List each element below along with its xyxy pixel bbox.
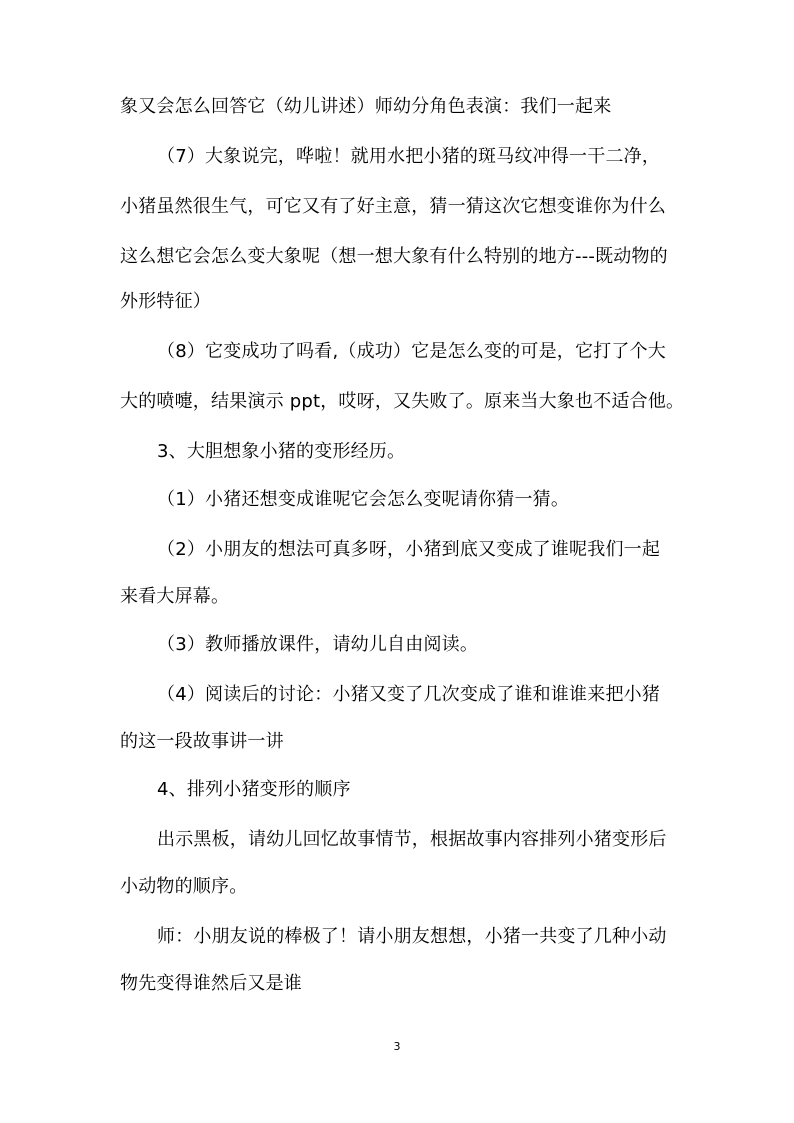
text-line: 小猪虽然很生气，可它又有了好主意，猜一猜这次它想变谁你为什么	[120, 196, 666, 217]
text-line: 来看大屏幕。	[120, 586, 230, 607]
text-line: 出示黑板，请幼儿回忆故事情节，根据故事内容排列小猪变形后	[157, 829, 667, 850]
text-line: 这么想它会怎么变大象呢（想一想大象有什么特别的地方---既动物的	[120, 246, 668, 267]
text-line: 物先变得谁然后又是谁	[120, 973, 302, 994]
text-line: 大的喷嚏，结果演示 ppt，哎呀，又失败了。原来当大象也不适合他。	[120, 391, 685, 412]
text-line: （8）它变成功了吗看,（成功）它是怎么变的可是，它打了个大	[157, 341, 666, 362]
text-line: （3）教师播放课件，请幼儿自由阅读。	[157, 634, 479, 655]
text-line: 小动物的顺序。	[120, 876, 248, 897]
text-line: （1）小猪还想变成谁呢它会怎么变呢请你猜一猜。	[157, 489, 570, 510]
text-line: （4）阅读后的讨论：小猪又变了几次变成了谁和谁谁来把小猪	[157, 684, 661, 705]
section-heading: 4、排列小猪变形的顺序	[157, 779, 351, 800]
page-number: 3	[393, 1040, 401, 1053]
text-line: （2）小朋友的想法可真多呀，小猪到底又变成了谁呢我们一起	[157, 539, 661, 560]
text-line: 外形特征）	[120, 291, 211, 312]
section-heading: 3、大胆想象小猪的变形经历。	[157, 441, 406, 462]
text-line: （7）大象说完，哗啦！就用水把小猪的斑马纹冲得一干二净，	[157, 146, 661, 167]
text-line: 师：小朋友说的棒极了！请小朋友想想，小猪一共变了几种小动	[157, 926, 667, 947]
text-line: 的这一段故事讲一讲	[120, 731, 284, 752]
text-line: 象又会怎么回答它（幼儿讲述）师幼分角色表演：我们一起来	[120, 96, 612, 117]
